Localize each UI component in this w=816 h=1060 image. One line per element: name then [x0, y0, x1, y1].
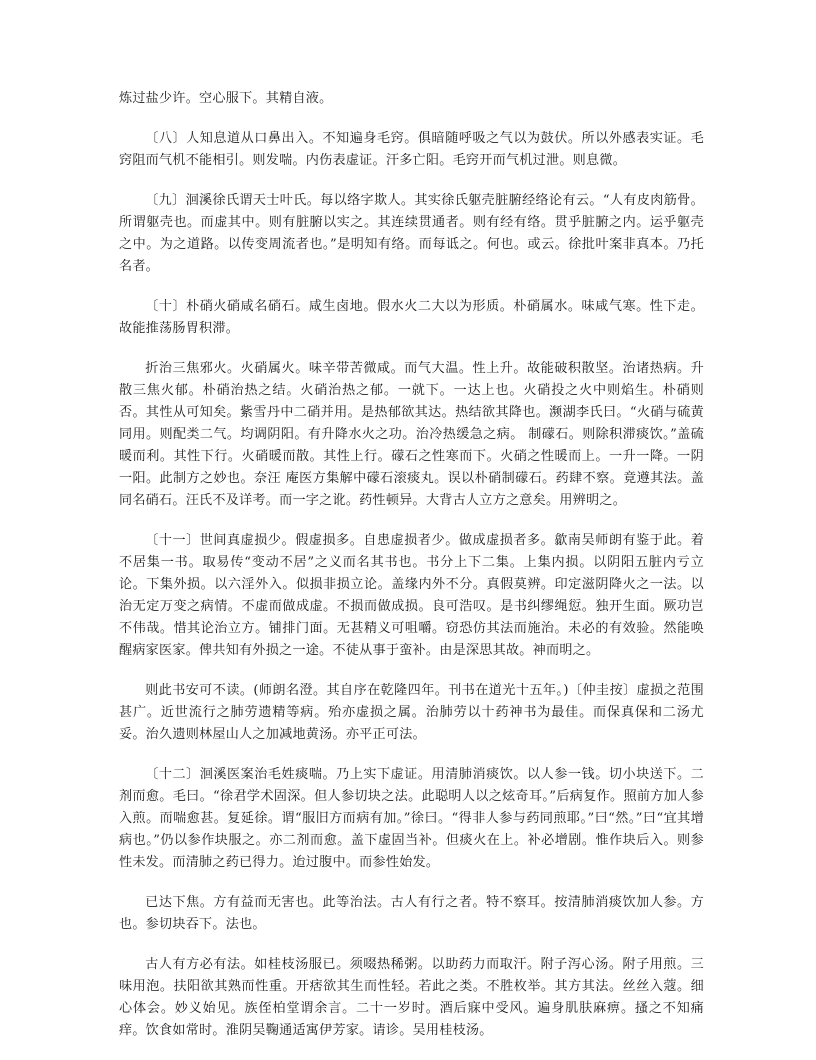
- document-page: [119, 88, 704, 1060]
- paragraph-item-9: 〔九〕洄溪徐氏谓天士叶氏。每以络字欺人。其实徐氏躯壳脏腑经络论有云。“人有皮肉筋骨。所谓躯壳也。而虚其中。则有脏腑以实之。其连续贯通者。则有经有络。贯乎脏腑之内。运乎躯壳之中。为之道路。以传变周流者也。”是明知有络。而每诋之。何也。或云。徐批叶案非真本。乃托名者。: [119, 193, 704, 274]
- paragraph-item-11: 〔十一〕世间真虚损少。假虚损多。自患虚损者少。做成虚损者多。歙南吴师朗有鉴于此。着不居集一书。取易传“变动不居”之义而名其书也。书分上下二集。上集内损。以阴阳五脏内亏立论。下集外损。以六淫外入。似损非损立论。盖缘内外不分。真假莫辨。印定滋阴降火之一法。以治无定万变之病情。不虚而做成虚。不损而做成损。良可浩叹。是书纠缪绳愆。独开生面。厥功岂不伟哉。惜其论治立方。铺排门面。无甚精义可咀嚼。窃恐仿其法而施治。未必的有效验。然能唤醒病家医家。俾共知有外损之一途。不徒从事于蛮补。由是深思其故。神而明之。: [119, 533, 704, 658]
- paragraph-item-10-continued: 折治三焦邪火。火硝属火。味辛带苦微咸。而气大温。性上升。故能破积散坚。治诸热病。升散三焦火郁。朴硝治热之结。火硝治热之郁。一就下。一达上也。火硝投之火中则焰生。朴硝则否。其性从可知矣。紫雪丹中二硝并用。是热郁欲其达。热结欲其降也。濒湖李氏曰。“火硝与硫黄同用。则配类二气。均调阴阳。有升降水火之功。治冷热缓急之病。 制礞石。则除积滞痰饮。”盖硫暖而利。其性下行。火硝暖而散。其性上行。礞石之性寒而下。火硝之性暖而上。一升一降。一阴一阳。此制方之妙也。奈汪 庵医方集解中礞石滚痰丸。误以朴硝制礞石。药肆不察。竟遵其法。盖同名硝石。汪氏不及详考。而一字之讹。药性顿异。大背古人立方之意矣。用辨明之。: [119, 361, 704, 508]
- paragraph-item-12-continued: 已达下焦。方有益而无害也。此等治法。古人有行之者。特不察耳。按清肺消痰饮加人参。方也。参切块吞下。法也。: [119, 895, 704, 932]
- paragraph-method-discussion: 古人有方必有法。如桂枝汤服已。须啜热稀粥。以助药力而取汗。附子泻心汤。附子用煎。三味用泡。扶阳欲其熟而性重。开痞欲其生而性轻。若此之类。不胜枚举。其方其法。丝丝入蔻。细心体会。妙义始见。族侄柏堂谓余言。二十一岁时。酒后寐中受风。遍身肌肤麻痹。搔之不知痛痒。饮食如常时。淮阴吴鞠通适寓伊芳家。请诊。吴用桂枝汤。: [119, 957, 704, 1038]
- paragraph-item-8: 〔八〕人知息道从口鼻出入。不知遍身毛窍。俱暗随呼吸之气以为鼓伏。所以外感表实证。毛窍阻而气机不能相引。则发喘。内伤表虚证。汗多亡阳。毛窍开而气机过泄。则息微。: [119, 131, 704, 168]
- paragraph-item-12: 〔十二〕洄溪医案治毛姓痰喘。乃上实下虚证。用清肺消痰饮。以人参一钱。切小块送下。二剂而愈。毛曰。“徐君学术固深。但人参切块之法。此聪明人以之炫奇耳。”后病复作。照前方加人参入煎。而喘愈甚。复延徐。谓“服旧方而病有加。”徐曰。“得非人参与药同煎耶。”曰“然。”曰“宜其增病也。”仍以参作块服之。亦二剂而愈。盖下虚固当补。但痰火在上。补必增剧。惟作块后入。则参性未发。而清肺之药已得力。迨过腹中。而参性始发。: [119, 767, 704, 870]
- paragraph-item-11-continued: 则此书安可不读。(师朗名澄。其自序在乾隆四年。刊书在道光十五年。)〔仲圭按〕虚损之范围甚广。近世流行之肺劳遗精等病。殆亦虚损之属。治肺劳以十药神书为最佳。而保真保和二汤尤妥。治久遗则林屋山人之加减地黄汤。亦平正可法。: [119, 683, 704, 742]
- paragraph-opening: 炼过盐少许。空心服下。其精自液。: [119, 91, 333, 106]
- paragraph-item-10: 〔十〕朴硝火硝咸名硝石。咸生卤地。假水火二大以为形质。朴硝属水。味咸气寒。性下走。故能推荡肠胃积滞。: [119, 299, 704, 336]
